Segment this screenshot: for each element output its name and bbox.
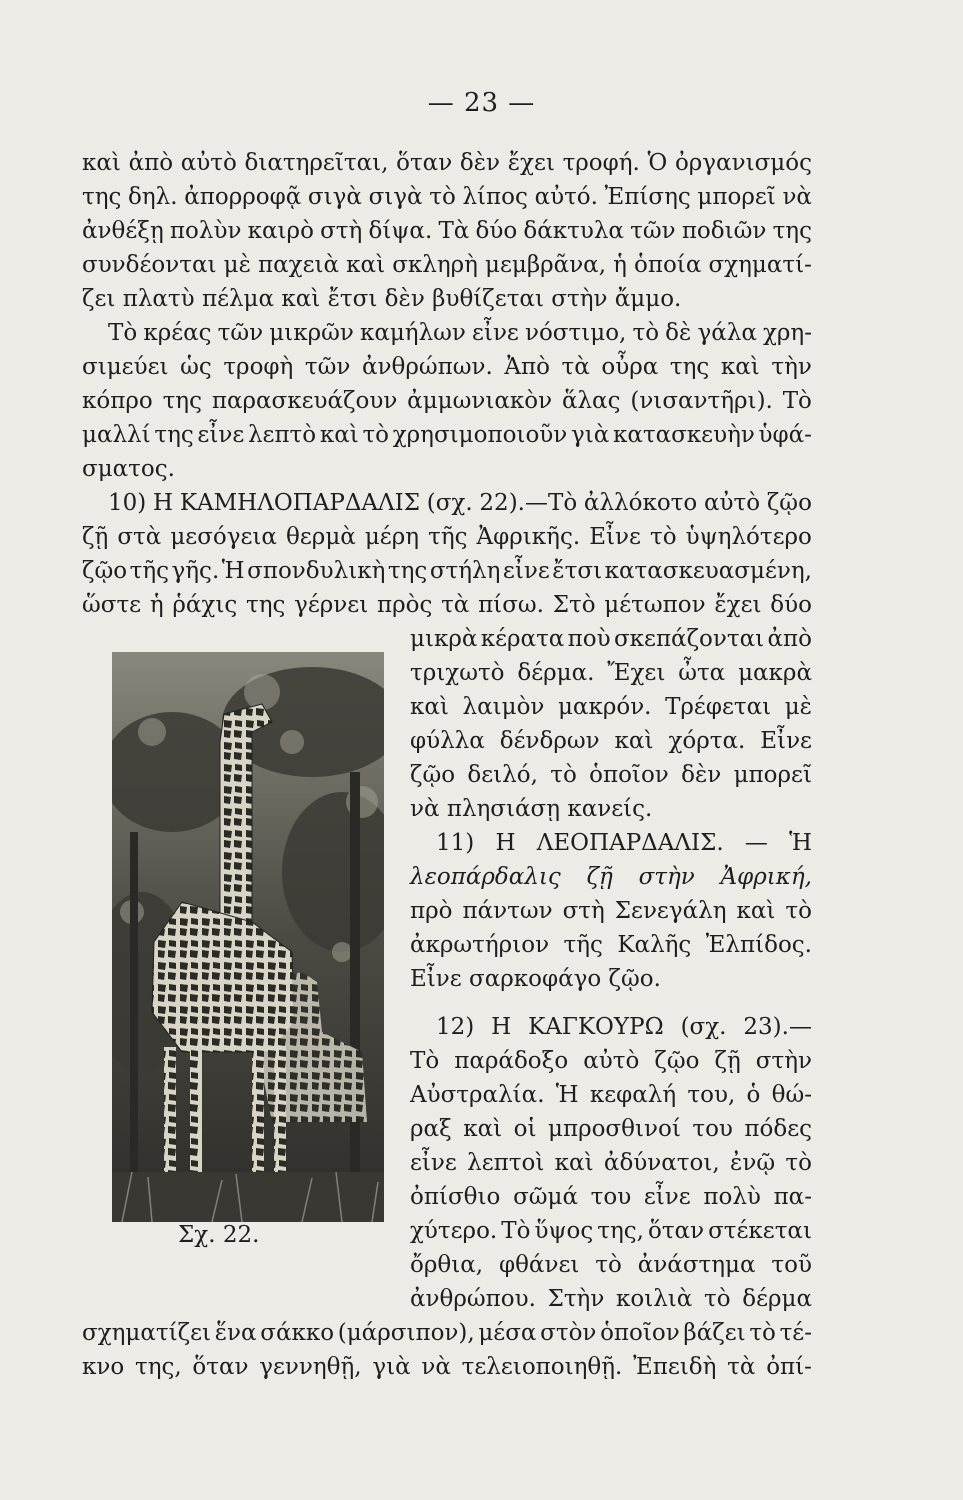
section-heading-kangaroo: 12) Η ΚΑΓΚΟΥΡΩ (σχ. 23).— — [436, 1014, 812, 1040]
text-line: Αὐστραλία. Ἡ κεφαλή του, ὁ θώ- — [410, 1082, 812, 1108]
text-line: Τὸ παράδοξο αὐτὸ ζῷο ζῇ στὴν — [410, 1048, 812, 1074]
text-line: ζῷο τῆς γῆς. Ἡ σπονδυλικὴ της στήλη εἶνε ἔτσι κατασκευασμένη, — [82, 558, 812, 584]
text-line: ὥστε ἡ ῥάχις της γέρνει πρὸς τὰ πίσω. Στὸ μέτωπον ἔχει δύο — [82, 592, 812, 618]
text-line: ἀνθέξῃ πολὺν καιρὸ στὴ δίψα. Τὰ δύο δάκτυλα τῶν ποδιῶν της — [82, 218, 812, 244]
text-line: εἶνε λεπτοὶ καὶ ἀδύνατοι, ἐνῷ τὸ — [410, 1150, 812, 1176]
text-line: μικρὰ κέρατα ποὺ σκεπάζονται ἀπὸ — [410, 626, 812, 652]
section-heading-leopard: 11) Η ΛΕΟΠΑΡΔΑΛΙΣ. — Ἡ — [436, 830, 812, 856]
text-line: νὰ πλησιάσῃ κανείς. — [410, 796, 653, 822]
text-line: Εἶνε σαρκοφάγο ζῷο. — [410, 966, 661, 992]
text-line: σματος. — [82, 456, 175, 482]
text-line: της δηλ. ἀπορροφᾷ σιγὰ σιγὰ τὸ λίπος αὐτό. Ἐπίσης μπορεῖ νὰ — [82, 184, 812, 210]
figure-caption: Σχ. 22. — [178, 1222, 260, 1248]
section-heading-giraffe: 10) Η ΚΑΜΗΛΟΠΑΡΔΑΛΙΣ (σχ. 22).—Τὸ ἀλλόκοτο αὐτὸ ζῷο — [108, 490, 812, 516]
text-line: συνδέονται μὲ παχειὰ καὶ σκληρὴ μεμβρᾶνα, ἡ ὁποία σχηματί- — [82, 252, 812, 278]
text-line: ὄρθια, φθάνει τὸ ἀνάστημα τοῦ — [410, 1252, 812, 1278]
text-line: σχηματίζει ἕνα σάκκο (μάρσιπον), μέσα στὸν ὁποῖον βάζει τὸ τέ- — [82, 1320, 812, 1346]
text-line: κνο της, ὅταν γεννηθῇ, γιὰ νὰ τελειοποιηθῇ. Ἐπειδὴ τὰ ὀπί- — [82, 1354, 812, 1380]
text-line: ὀπίσθιο σῶμά του εἶνε πολὺ πα- — [410, 1184, 812, 1210]
text-line: σιμεύει ὡς τροφὴ τῶν ἀνθρώπων. Ἀπὸ τὰ οὖρα της καὶ τὴν — [82, 354, 812, 380]
text-line: ραξ καὶ οἱ μπροσθινοί του πόδες — [410, 1116, 812, 1142]
text-line: ἀκρωτήριον τῆς Καλῆς Ἐλπίδος. — [410, 932, 812, 958]
page-number: — 23 — — [427, 88, 536, 118]
text-line: καὶ ἀπὸ αὐτὸ διατηρεῖται, ὅταν δὲν ἔχει τροφή. Ὁ ὀργανισμός — [82, 150, 812, 176]
text-line: λεοπάρδαλις ζῇ στὴν Ἀφρική, — [410, 864, 812, 890]
text-line: ζῷο δειλό, τὸ ὁποῖον δὲν μπορεῖ — [410, 762, 812, 788]
giraffe-drawing — [112, 652, 384, 1222]
text-line: Τὸ κρέας τῶν μικρῶν καμήλων εἶνε νόστιμο, τὸ δὲ γάλα χρη- — [108, 320, 812, 346]
text-line: καὶ λαιμὸν μακρόν. Τρέφεται μὲ — [410, 694, 812, 720]
text-line: πρὸ πάντων στὴ Σενεγάλη καὶ τὸ — [410, 898, 812, 924]
text-line: τριχωτὸ δέρμα. Ἔχει ὦτα μακρὰ — [410, 660, 812, 686]
text-line: ἀνθρώπου. Στὴν κοιλιὰ τὸ δέρμα — [410, 1286, 812, 1312]
text-line: μαλλί της εἶνε λεπτὸ καὶ τὸ χρησιμοποιοῦν γιὰ κατασκευὴν ὑφά- — [82, 422, 812, 448]
text-line: φύλλα δένδρων καὶ χόρτα. Εἶνε — [410, 728, 812, 754]
text-line: χύτερο. Τὸ ὕψος της, ὅταν στέκεται — [410, 1218, 812, 1244]
text-line: ζει πλατὺ πέλμα καὶ ἔτσι δὲν βυθίζεται στὴν ἄμμο. — [82, 286, 682, 312]
text-line: κόπρο της παρασκευάζουν ἀμμωνιακὸν ἅλας (νισαντῆρι). Τὸ — [82, 388, 812, 414]
giraffe-illustration — [112, 652, 384, 1222]
text-line: ζῇ στὰ μεσόγεια θερμὰ μέρη τῆς Ἀφρικῆς. Εἶνε τὸ ὑψηλότερο — [82, 524, 812, 550]
